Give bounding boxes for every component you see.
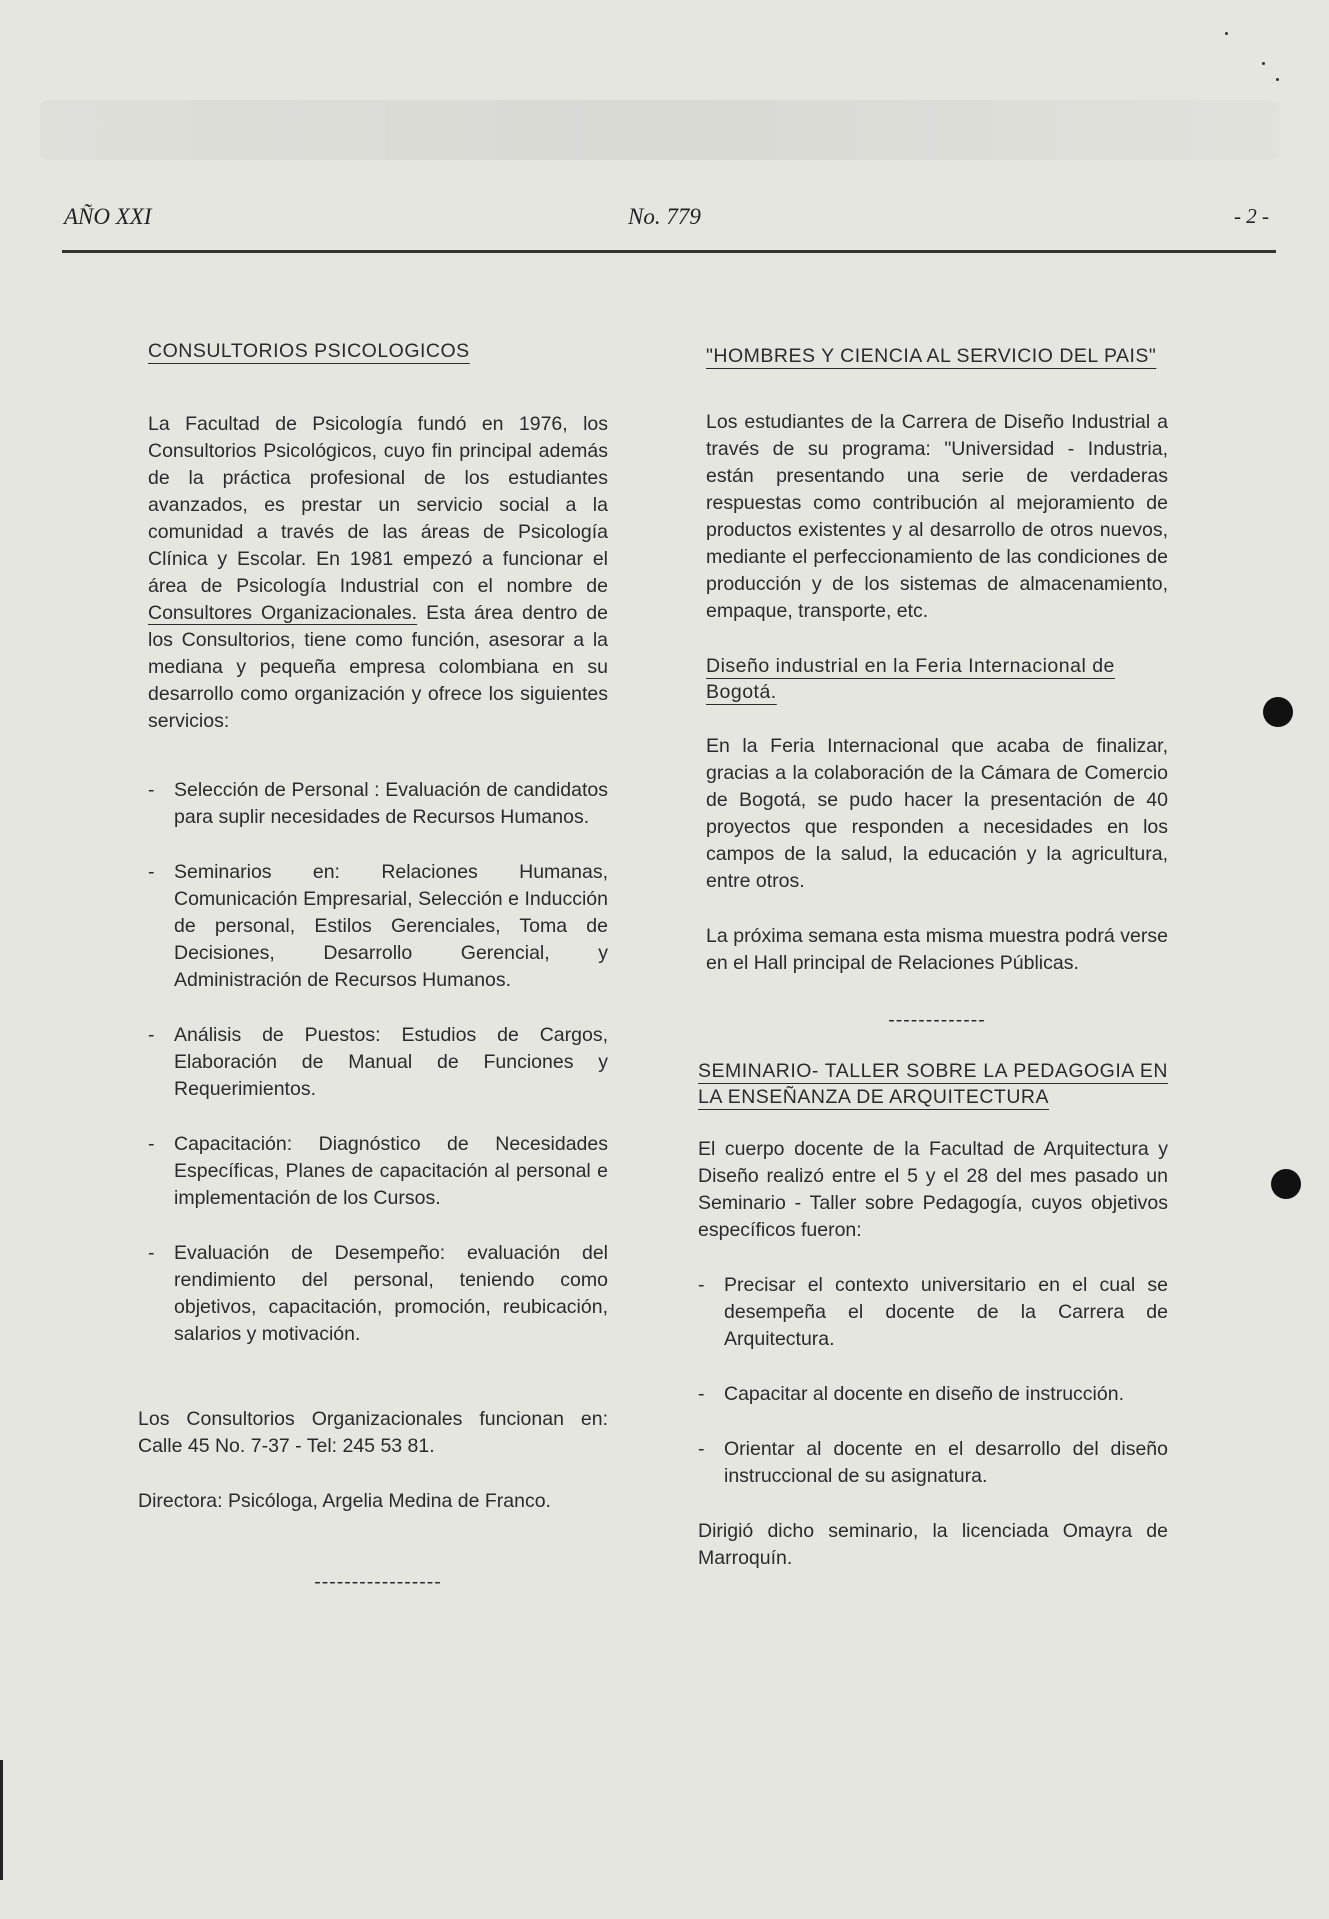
bullet-dash: - [148, 1133, 155, 1155]
objective-item [698, 1381, 1168, 1408]
right-column [698, 344, 1168, 1572]
seminar-title: SEMINARIO- TALLER SOBRE LA PEDAGOGIA EN LA ENSEÑANZA DE ARQUITECTURA [698, 1060, 1168, 1108]
scan-speck [1262, 62, 1265, 65]
left-title: CONSULTORIOS PSICOLOGICOS [148, 340, 470, 362]
service-item [148, 859, 608, 994]
right-subtitle: Diseño industrial en la Feria Internacional de Bogotá. [706, 655, 1115, 703]
right-separator: ------------- [888, 1009, 986, 1031]
seminar-director: Dirigió dicho seminario, la licenciada Omayra de Marroquín. [698, 1520, 1168, 1569]
scan-edge [0, 1760, 3, 1880]
bullet-dash: - [148, 1242, 155, 1264]
objective-text: Precisar el contexto universitario en el cual se desempeña el docente de la Carrera de Arquitectura. [724, 1274, 1168, 1350]
service-item [148, 1131, 608, 1212]
service-item [148, 1240, 608, 1348]
service-text: Seminarios en: Relaciones Humanas, Comunicación Empresarial, Selección e Inducción de personal, Estilos Gerenciales, Toma de Decisiones, Desarrollo Gerencial, y Administración de Recursos Humanos. [174, 861, 608, 991]
left-address: Los Consultorios Organizacionales funcionan en: Calle 45 No. 7-37 - Tel: 245 53 81. [138, 1408, 608, 1457]
left-intro-before: La Facultad de Psicología fundó en 1976, los Consultorios Psicológicos, cuyo fin principal además de la práctica profesional de los estudiantes avanzados, es prestar un servicio social a la comunidad a través de las áreas de Psicología Clínica y Escolar. En 1981 empezó a funcionar el área de Psicología Industrial con el nombre de [148, 413, 608, 597]
header-page-number: - 2 - [1234, 204, 1269, 228]
service-text: Evaluación de Desempeño: evaluación del rendimiento del personal, teniendo como objetivos, capacitación, promoción, reubicación, salarios y motivación. [174, 1242, 608, 1345]
punch-hole [1263, 697, 1293, 727]
left-separator: ----------------- [314, 1571, 442, 1593]
right-feria: En la Feria Internacional que acaba de finalizar, gracias a la colaboración de la Cámara de Comercio de Bogotá, se pudo hacer la presentación de 40 proyectos que responden a necesidades en los campos de la salud, la educación y la agricultura, entre otros. [706, 735, 1168, 892]
bullet-dash: - [698, 1438, 705, 1460]
right-next-week: La próxima semana esta misma muestra podrá verse en el Hall principal de Relaciones Públicas. [706, 925, 1168, 974]
scan-speck [1276, 78, 1279, 81]
service-text: Selección de Personal : Evaluación de candidatos para suplir necesidades de Recursos Humanos. [174, 779, 608, 828]
right-intro: Los estudiantes de la Carrera de Diseño Industrial a través de su programa: "Universidad - Industria, están presentando una serie de verdaderas respuestas como contribución al mejoramiento de productos existentes y al desarrollo de otros nuevos, mediante el perfeccionamiento de las condiciones de producción y de los sistemas de almacenamiento, empaque, transporte, etc. [706, 411, 1168, 622]
header-issue-number: No. 779 [628, 204, 701, 229]
punch-hole [1271, 1169, 1301, 1199]
left-intro [148, 411, 608, 735]
left-director: Directora: Psicóloga, Argelia Medina de Franco. [138, 1490, 551, 1512]
bleed-through-shadow [40, 100, 1280, 160]
scan-speck [1225, 32, 1228, 35]
bullet-dash: - [698, 1383, 705, 1405]
service-text: Análisis de Puestos: Estudios de Cargos, Elaboración de Manual de Funciones y Requerimientos. [174, 1024, 608, 1100]
right-title: "HOMBRES Y CIENCIA AL SERVICIO DEL PAIS" [706, 345, 1157, 367]
service-item [148, 1022, 608, 1103]
objective-text: Capacitar al docente en diseño de instrucción. [724, 1383, 1124, 1405]
service-text: Capacitación: Diagnóstico de Necesidades Específicas, Planes de capacitación al personal e implementación de los Cursos. [174, 1133, 608, 1209]
objective-item [698, 1436, 1168, 1490]
bullet-dash: - [148, 1024, 155, 1046]
bullet-dash: - [698, 1274, 705, 1296]
bullet-dash: - [148, 861, 155, 883]
left-intro-after: Esta área dentro de los Consultorios, tiene como función, asesorar a la mediana y pequeña empresa colombiana en su desarrollo como organización y ofrece los siguientes servicios: [148, 602, 608, 732]
header-rule [62, 250, 1276, 253]
objective-text: Orientar al docente en el desarrollo del diseño instruccional de su asignatura. [724, 1438, 1168, 1487]
seminar-intro: El cuerpo docente de la Facultad de Arquitectura y Diseño realizó entre el 5 y el 28 del mes pasado un Seminario - Taller sobre Pedagogía, cuyos objetivos específicos fueron: [698, 1138, 1168, 1241]
service-item [148, 777, 608, 831]
header-year: AÑO XXI [64, 204, 152, 229]
left-column [138, 338, 608, 1596]
left-intro-link: Consultores Organizacionales. [148, 602, 418, 624]
bullet-dash: - [148, 779, 155, 801]
objective-item [698, 1272, 1168, 1353]
